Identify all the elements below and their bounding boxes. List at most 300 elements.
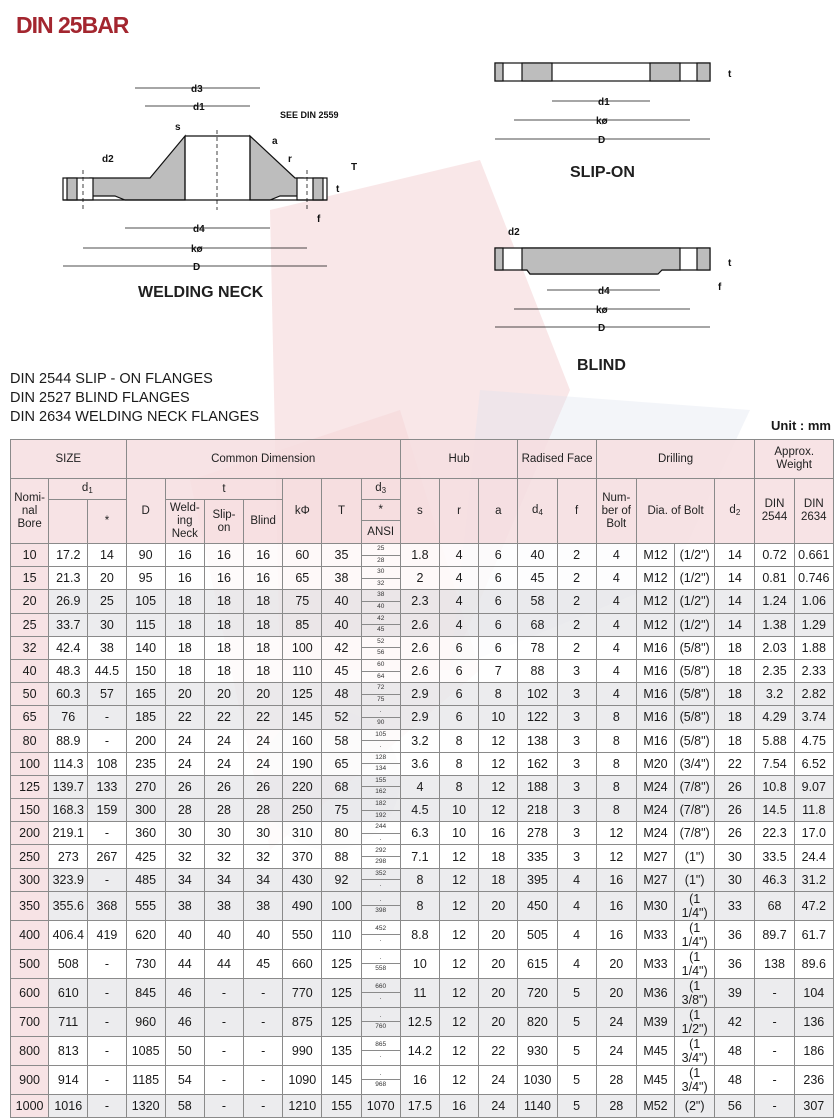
cell-k: 145 bbox=[283, 706, 322, 729]
cell-bolt-metric: M24 bbox=[636, 775, 674, 798]
cell-d3 bbox=[361, 799, 400, 822]
header-t-blind: Blind bbox=[244, 500, 283, 544]
group-raised-face: Radised Face bbox=[518, 440, 596, 479]
slip-on-caption: SLIP-ON bbox=[570, 164, 635, 181]
cell-s: 2.9 bbox=[400, 706, 439, 729]
cell-r: 4 bbox=[440, 613, 479, 636]
cell-bolt-inch: (1/2") bbox=[675, 544, 715, 567]
cell-D: 1320 bbox=[126, 1094, 165, 1117]
cell-t-blind: 18 bbox=[244, 613, 283, 636]
cell-r: 12 bbox=[440, 891, 479, 920]
cell-d1-star: - bbox=[88, 949, 126, 978]
cell-bolt-inch: (1/2") bbox=[675, 590, 715, 613]
cell-weight-din2634: 1.06 bbox=[794, 590, 833, 613]
cell-d1-star: - bbox=[88, 706, 126, 729]
cell-nominal-bore: 800 bbox=[11, 1036, 49, 1065]
cell-d2: 18 bbox=[715, 636, 755, 659]
cell-d1: 1016 bbox=[49, 1094, 88, 1117]
cell-weight-din2634: 31.2 bbox=[794, 868, 833, 891]
cell-bolt-metric: M27 bbox=[636, 845, 674, 868]
cell-a: 12 bbox=[479, 729, 518, 752]
cell-d4: 138 bbox=[518, 729, 557, 752]
cell-d3-star: 660 bbox=[362, 982, 400, 994]
cell-d4: 820 bbox=[518, 1007, 557, 1036]
cell-d4: 505 bbox=[518, 920, 557, 949]
cell-weight-din2634: 47.2 bbox=[794, 891, 833, 920]
cell-d1: 711 bbox=[49, 1007, 88, 1036]
cell-a: 8 bbox=[479, 683, 518, 706]
cell-d2: 36 bbox=[715, 949, 755, 978]
cell-t-blind: 34 bbox=[244, 868, 283, 891]
cell-k: 490 bbox=[283, 891, 322, 920]
cell-d1-star: - bbox=[88, 729, 126, 752]
cell-D: 165 bbox=[126, 683, 165, 706]
cell-bolt-metric: M16 bbox=[636, 706, 674, 729]
cell-nominal-bore: 100 bbox=[11, 752, 49, 775]
cell-t-blind: 24 bbox=[244, 752, 283, 775]
cell-T: 40 bbox=[322, 613, 361, 636]
cell-d3-ansi: 75 bbox=[377, 695, 385, 703]
cell-s: 8 bbox=[400, 891, 439, 920]
cell-T: 125 bbox=[322, 949, 361, 978]
cell-r: 12 bbox=[440, 1065, 479, 1094]
cell-t-blind: 26 bbox=[244, 775, 283, 798]
cell-f: 2 bbox=[557, 613, 596, 636]
cell-T: 125 bbox=[322, 1007, 361, 1036]
table-row bbox=[11, 544, 834, 567]
cell-a: 18 bbox=[479, 845, 518, 868]
cell-nominal-bore: 20 bbox=[11, 590, 49, 613]
cell-bolt-inch: (5/8") bbox=[675, 706, 715, 729]
cell-k: 990 bbox=[283, 1036, 322, 1065]
cell-f: 2 bbox=[557, 636, 596, 659]
blind-drawing bbox=[490, 222, 760, 337]
cell-r: 8 bbox=[440, 775, 479, 798]
cell-weight-din2634: 1.88 bbox=[794, 636, 833, 659]
cell-weight-din2544: - bbox=[755, 1036, 794, 1065]
flange-dimension-table bbox=[10, 439, 834, 1118]
cell-d1: 60.3 bbox=[49, 683, 88, 706]
cell-bolt-inch: (7/8") bbox=[675, 799, 715, 822]
cell-d1-star: - bbox=[88, 1065, 126, 1094]
cell-t-slip-on: - bbox=[204, 978, 243, 1007]
svg-text:d1: d1 bbox=[598, 97, 610, 108]
header-D: D bbox=[126, 479, 165, 544]
cell-bolt-count: 16 bbox=[596, 868, 636, 891]
cell-d1: 48.3 bbox=[49, 659, 88, 682]
cell-t-welding-neck: 38 bbox=[165, 891, 204, 920]
cell-d2: 14 bbox=[715, 567, 755, 590]
header-d2: $d_2$ bbox=[715, 479, 755, 544]
cell-D: 1085 bbox=[126, 1036, 165, 1065]
cell-t-slip-on: 18 bbox=[204, 659, 243, 682]
header-d3: $d_3$ bbox=[361, 479, 400, 500]
cell-bolt-count: 8 bbox=[596, 799, 636, 822]
cell-weight-din2634: 136 bbox=[794, 1007, 833, 1036]
cell-k: 550 bbox=[283, 920, 322, 949]
cell-d4: 40 bbox=[518, 544, 557, 567]
cell-t-welding-neck: 24 bbox=[165, 752, 204, 775]
cell-d1: 139.7 bbox=[49, 775, 88, 798]
cell-T: 88 bbox=[322, 845, 361, 868]
cell-r: 6 bbox=[440, 706, 479, 729]
cell-weight-din2544: - bbox=[755, 1094, 794, 1117]
cell-d1-star: 267 bbox=[88, 845, 126, 868]
cell-d1: 17.2 bbox=[49, 544, 88, 567]
cell-r: 12 bbox=[440, 1036, 479, 1065]
cell-T: 80 bbox=[322, 822, 361, 845]
cell-nominal-bore: 700 bbox=[11, 1007, 49, 1036]
cell-bolt-count: 4 bbox=[596, 590, 636, 613]
header-d3-ansi: ANSI bbox=[361, 521, 400, 544]
cell-a: 12 bbox=[479, 752, 518, 775]
group-size: SIZE bbox=[11, 440, 127, 479]
cell-bolt-inch: (1 3/4") bbox=[675, 1036, 715, 1065]
cell-t-welding-neck: 18 bbox=[165, 659, 204, 682]
cell-bolt-count: 4 bbox=[596, 544, 636, 567]
cell-d1: 26.9 bbox=[49, 590, 88, 613]
cell-d1: 33.7 bbox=[49, 613, 88, 636]
cell-a: 24 bbox=[479, 1065, 518, 1094]
cell-d2: 56 bbox=[715, 1094, 755, 1117]
cell-weight-din2544: 5.88 bbox=[755, 729, 794, 752]
cell-t-welding-neck: 24 bbox=[165, 729, 204, 752]
cell-d3 bbox=[361, 868, 400, 891]
cell-d3-ansi: 90 bbox=[377, 718, 385, 726]
table-row bbox=[11, 799, 834, 822]
label-d1: d1 bbox=[193, 102, 205, 113]
cell-bolt-count: 24 bbox=[596, 1007, 636, 1036]
welding-neck-caption: WELDING NECK bbox=[138, 284, 264, 301]
cell-nominal-bore: 50 bbox=[11, 683, 49, 706]
header-d1-star: * bbox=[88, 500, 126, 544]
cell-D: 200 bbox=[126, 729, 165, 752]
cell-d2: 26 bbox=[715, 775, 755, 798]
cell-t-slip-on: 38 bbox=[204, 891, 243, 920]
header-bolt-count: Num- ber of Bolt bbox=[596, 479, 636, 544]
cell-nominal-bore: 400 bbox=[11, 920, 49, 949]
standard-din-2544: DIN 2544 SLIP - ON FLANGES bbox=[10, 371, 213, 387]
cell-d1-star: - bbox=[88, 822, 126, 845]
cell-k: 220 bbox=[283, 775, 322, 798]
cell-weight-din2544: 1.24 bbox=[755, 590, 794, 613]
cell-a: 18 bbox=[479, 868, 518, 891]
cell-weight-din2544: 0.81 bbox=[755, 567, 794, 590]
cell-d4: 188 bbox=[518, 775, 557, 798]
cell-bolt-count: 12 bbox=[596, 845, 636, 868]
cell-t-blind: 18 bbox=[244, 590, 283, 613]
cell-a: 20 bbox=[479, 920, 518, 949]
cell-d3-ansi: . bbox=[379, 834, 382, 842]
cell-d3 bbox=[361, 613, 400, 636]
cell-d2: 18 bbox=[715, 706, 755, 729]
header-t-welding-neck: Weld- ing Neck bbox=[165, 500, 204, 544]
cell-s: 17.5 bbox=[400, 1094, 439, 1117]
cell-d3-star: 452 bbox=[362, 924, 400, 936]
cell-t-welding-neck: 20 bbox=[165, 683, 204, 706]
cell-d2: 18 bbox=[715, 659, 755, 682]
cell-d3 bbox=[361, 590, 400, 613]
table-row bbox=[11, 683, 834, 706]
cell-bolt-metric: M36 bbox=[636, 978, 674, 1007]
cell-weight-din2544: 138 bbox=[755, 949, 794, 978]
cell-bolt-metric: M33 bbox=[636, 949, 674, 978]
cell-bolt-inch: (5/8") bbox=[675, 636, 715, 659]
cell-bolt-inch: (1 1/2") bbox=[675, 1007, 715, 1036]
cell-s: 2.6 bbox=[400, 613, 439, 636]
cell-nominal-bore: 65 bbox=[11, 706, 49, 729]
cell-s: 3.6 bbox=[400, 752, 439, 775]
cell-d3 bbox=[361, 567, 400, 590]
cell-f: 3 bbox=[557, 775, 596, 798]
cell-r: 10 bbox=[440, 822, 479, 845]
cell-d3 bbox=[361, 1065, 400, 1094]
cell-s: 11 bbox=[400, 978, 439, 1007]
cell-weight-din2634: 89.6 bbox=[794, 949, 833, 978]
cell-d4: 720 bbox=[518, 978, 557, 1007]
cell-nominal-bore: 300 bbox=[11, 868, 49, 891]
cell-k: 100 bbox=[283, 636, 322, 659]
cell-d1-star: 30 bbox=[88, 613, 126, 636]
cell-d3 bbox=[361, 845, 400, 868]
cell-t-blind: - bbox=[244, 978, 283, 1007]
cell-d1-star: 57 bbox=[88, 683, 126, 706]
cell-nominal-bore: 200 bbox=[11, 822, 49, 845]
cell-d4: 58 bbox=[518, 590, 557, 613]
table-row bbox=[11, 1036, 834, 1065]
cell-nominal-bore: 10 bbox=[11, 544, 49, 567]
cell-d2: 14 bbox=[715, 613, 755, 636]
table-row bbox=[11, 590, 834, 613]
table-row bbox=[11, 775, 834, 798]
cell-d3-ansi: . bbox=[379, 881, 382, 889]
cell-s: 4.5 bbox=[400, 799, 439, 822]
cell-d3-ansi: 558 bbox=[375, 965, 387, 973]
header-d4: $d_4$ bbox=[518, 479, 557, 544]
cell-bolt-metric: M30 bbox=[636, 891, 674, 920]
cell-k: 310 bbox=[283, 822, 322, 845]
cell-d3-ansi: . bbox=[379, 994, 382, 1002]
cell-t-blind: 28 bbox=[244, 799, 283, 822]
header-bolt-dia: Dia. of Bolt bbox=[636, 479, 714, 544]
cell-t-welding-neck: 18 bbox=[165, 613, 204, 636]
svg-text:D: D bbox=[598, 135, 606, 146]
cell-d1-star: 368 bbox=[88, 891, 126, 920]
cell-d1: 76 bbox=[49, 706, 88, 729]
cell-r: 16 bbox=[440, 1094, 479, 1117]
cell-bolt-inch: (1/2") bbox=[675, 567, 715, 590]
cell-s: 16 bbox=[400, 1065, 439, 1094]
cell-d3-star: . bbox=[362, 1011, 400, 1023]
cell-f: 2 bbox=[557, 567, 596, 590]
cell-d2: 42 bbox=[715, 1007, 755, 1036]
svg-text:D: D bbox=[598, 323, 606, 334]
cell-d3-star: 105 bbox=[362, 730, 400, 742]
cell-d2: 18 bbox=[715, 683, 755, 706]
cell-d2: 39 bbox=[715, 978, 755, 1007]
cell-t-welding-neck: 22 bbox=[165, 706, 204, 729]
cell-d3-ansi: 45 bbox=[377, 626, 385, 634]
cell-t-slip-on: 44 bbox=[204, 949, 243, 978]
table-row bbox=[11, 659, 834, 682]
cell-d4: 68 bbox=[518, 613, 557, 636]
cell-t-welding-neck: 34 bbox=[165, 868, 204, 891]
cell-t-welding-neck: 50 bbox=[165, 1036, 204, 1065]
cell-t-slip-on: 18 bbox=[204, 613, 243, 636]
cell-weight-din2634: 9.07 bbox=[794, 775, 833, 798]
cell-d2: 30 bbox=[715, 868, 755, 891]
cell-T: 155 bbox=[322, 1094, 361, 1117]
header-k: kΦ bbox=[283, 479, 322, 544]
group-common-dimension: Common Dimension bbox=[126, 440, 400, 479]
cell-d1-star: - bbox=[88, 978, 126, 1007]
cell-t-welding-neck: 16 bbox=[165, 544, 204, 567]
cell-D: 1185 bbox=[126, 1065, 165, 1094]
svg-text:kø: kø bbox=[596, 305, 608, 316]
cell-d3-star: . bbox=[362, 706, 400, 718]
label-d2: d2 bbox=[102, 154, 114, 165]
cell-nominal-bore: 32 bbox=[11, 636, 49, 659]
cell-nominal-bore: 600 bbox=[11, 978, 49, 1007]
cell-D: 235 bbox=[126, 752, 165, 775]
cell-T: 125 bbox=[322, 978, 361, 1007]
cell-d3-ansi: 298 bbox=[375, 858, 387, 866]
table-row bbox=[11, 567, 834, 590]
cell-bolt-inch: (1 3/8") bbox=[675, 978, 715, 1007]
cell-bolt-metric: M52 bbox=[636, 1094, 674, 1117]
cell-f: 3 bbox=[557, 659, 596, 682]
cell-d3-star: 865 bbox=[362, 1040, 400, 1052]
cell-t-blind: 30 bbox=[244, 822, 283, 845]
cell-nominal-bore: 80 bbox=[11, 729, 49, 752]
cell-f: 3 bbox=[557, 752, 596, 775]
cell-T: 35 bbox=[322, 544, 361, 567]
cell-bolt-count: 28 bbox=[596, 1094, 636, 1117]
cell-T: 92 bbox=[322, 868, 361, 891]
cell-bolt-inch: (5/8") bbox=[675, 683, 715, 706]
cell-bolt-inch: (1 1/4") bbox=[675, 920, 715, 949]
cell-bolt-inch: (5/8") bbox=[675, 659, 715, 682]
cell-d2: 30 bbox=[715, 845, 755, 868]
cell-f: 4 bbox=[557, 920, 596, 949]
cell-weight-din2544: 46.3 bbox=[755, 868, 794, 891]
svg-text:f: f bbox=[718, 282, 722, 293]
cell-weight-din2634: 1.29 bbox=[794, 613, 833, 636]
cell-bolt-metric: M27 bbox=[636, 868, 674, 891]
cell-bolt-metric: M20 bbox=[636, 752, 674, 775]
cell-weight-din2544: 14.5 bbox=[755, 799, 794, 822]
group-drilling: Drilling bbox=[596, 440, 755, 479]
cell-t-blind: 20 bbox=[244, 683, 283, 706]
cell-bolt-inch: (7/8") bbox=[675, 822, 715, 845]
header-a: a bbox=[479, 479, 518, 544]
header-f: f bbox=[557, 479, 596, 544]
cell-d1: 88.9 bbox=[49, 729, 88, 752]
table-row bbox=[11, 920, 834, 949]
cell-a: 20 bbox=[479, 949, 518, 978]
cell-f: 4 bbox=[557, 949, 596, 978]
cell-t-slip-on: - bbox=[204, 1007, 243, 1036]
cell-a: 10 bbox=[479, 706, 518, 729]
cell-D: 620 bbox=[126, 920, 165, 949]
cell-nominal-bore: 1000 bbox=[11, 1094, 49, 1117]
header-T: T bbox=[322, 479, 361, 544]
cell-s: 2 bbox=[400, 567, 439, 590]
cell-d4: 335 bbox=[518, 845, 557, 868]
cell-D: 555 bbox=[126, 891, 165, 920]
slip-on-drawing bbox=[490, 55, 760, 155]
cell-a: 6 bbox=[479, 613, 518, 636]
cell-r: 12 bbox=[440, 868, 479, 891]
cell-f: 2 bbox=[557, 590, 596, 613]
cell-t-slip-on: - bbox=[204, 1065, 243, 1094]
cell-bolt-metric: M45 bbox=[636, 1036, 674, 1065]
cell-s: 2.6 bbox=[400, 659, 439, 682]
cell-d4: 102 bbox=[518, 683, 557, 706]
standards-list bbox=[10, 370, 259, 427]
cell-d1: 21.3 bbox=[49, 567, 88, 590]
cell-f: 3 bbox=[557, 845, 596, 868]
svg-text:kø: kø bbox=[596, 116, 608, 127]
cell-d3-star: 38 bbox=[362, 590, 400, 602]
cell-d2: 18 bbox=[715, 729, 755, 752]
cell-t-blind: 22 bbox=[244, 706, 283, 729]
cell-s: 2.3 bbox=[400, 590, 439, 613]
table-row bbox=[11, 845, 834, 868]
header-t-slip-on: Slip- on bbox=[204, 500, 243, 544]
cell-d3-ansi: 56 bbox=[377, 649, 385, 657]
cell-t-slip-on: 30 bbox=[204, 822, 243, 845]
cell-k: 770 bbox=[283, 978, 322, 1007]
cell-d3-star: 30 bbox=[362, 567, 400, 579]
cell-weight-din2544: 1.38 bbox=[755, 613, 794, 636]
cell-t-welding-neck: 54 bbox=[165, 1065, 204, 1094]
cell-bolt-metric: M12 bbox=[636, 590, 674, 613]
cell-d3-ansi: 760 bbox=[375, 1023, 387, 1031]
cell-d1: 323.9 bbox=[49, 868, 88, 891]
label-t: t bbox=[336, 184, 340, 195]
cell-t-blind: 45 bbox=[244, 949, 283, 978]
cell-d3 bbox=[361, 752, 400, 775]
header-d1: $d_1$ bbox=[49, 479, 126, 500]
cell-bolt-inch: (1") bbox=[675, 845, 715, 868]
cell-d3-ansi: 40 bbox=[377, 602, 385, 610]
cell-t-slip-on: 28 bbox=[204, 799, 243, 822]
cell-r: 6 bbox=[440, 659, 479, 682]
cell-t-slip-on: 24 bbox=[204, 729, 243, 752]
cell-d1-star: - bbox=[88, 1007, 126, 1036]
cell-t-slip-on: 24 bbox=[204, 752, 243, 775]
cell-d1-star: - bbox=[88, 868, 126, 891]
cell-d4: 122 bbox=[518, 706, 557, 729]
cell-d3-ansi: 162 bbox=[375, 788, 387, 796]
cell-D: 90 bbox=[126, 544, 165, 567]
cell-s: 4 bbox=[400, 775, 439, 798]
cell-a: 24 bbox=[479, 1094, 518, 1117]
cell-d3-star: 155 bbox=[362, 776, 400, 788]
cell-D: 300 bbox=[126, 799, 165, 822]
cell-d1-star: 44.5 bbox=[88, 659, 126, 682]
cell-d3-star: 60 bbox=[362, 660, 400, 672]
cell-f: 5 bbox=[557, 978, 596, 1007]
cell-weight-din2544: 2.03 bbox=[755, 636, 794, 659]
cell-nominal-bore: 15 bbox=[11, 567, 49, 590]
cell-weight-din2634: 17.0 bbox=[794, 822, 833, 845]
table-row bbox=[11, 949, 834, 978]
cell-d3 bbox=[361, 683, 400, 706]
standard-din-2527: DIN 2527 BLIND FLANGES bbox=[10, 390, 190, 406]
cell-d1-star: 38 bbox=[88, 636, 126, 659]
